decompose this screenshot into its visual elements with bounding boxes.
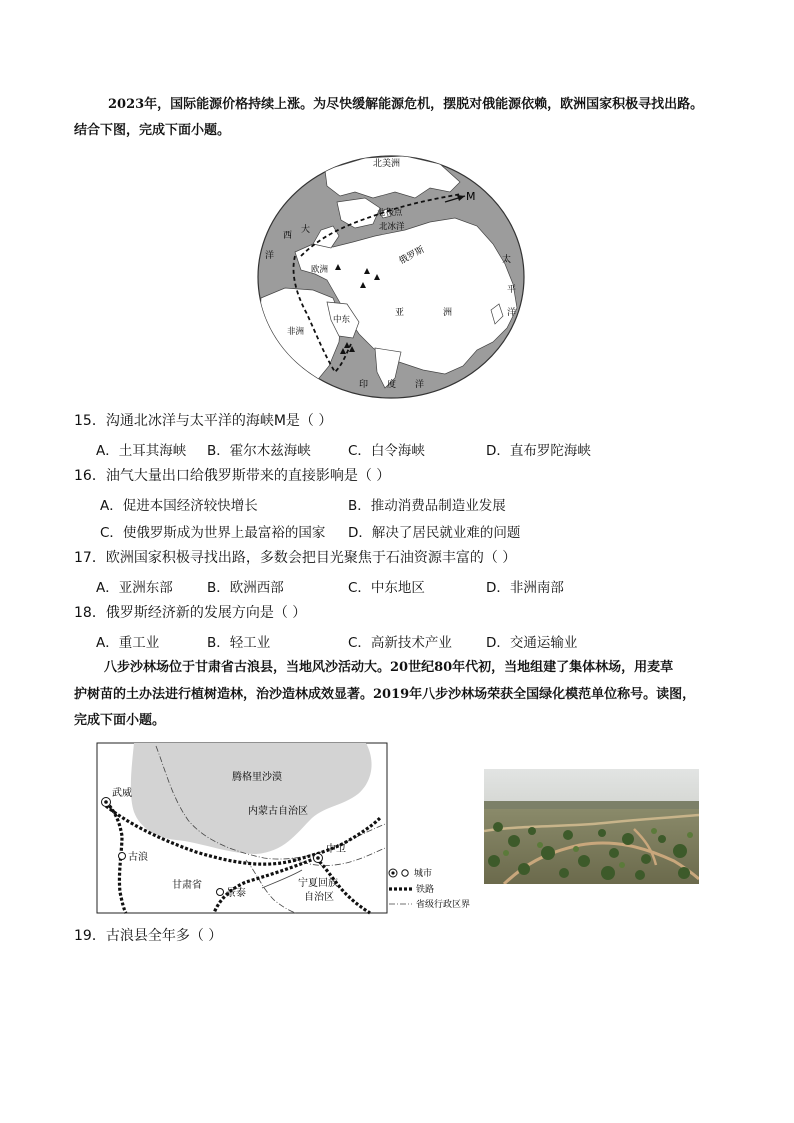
indian-ocean-label-3: 洋	[415, 380, 425, 390]
question-15-option-a[interactable]: A．土耳其海峡	[96, 443, 187, 459]
globe-map	[255, 152, 527, 402]
gansu-label: 甘肃省	[172, 880, 202, 891]
desert-label: 腾格里沙漠	[232, 772, 282, 783]
wuwei-city-dot	[104, 800, 108, 804]
inner-mongolia-label: 内蒙古自治区	[248, 806, 308, 817]
atlantic-label-1: 西	[283, 231, 293, 241]
question-17-option-b[interactable]: B．欧洲西部	[207, 580, 284, 596]
question-16-stem: 16．油气大量出口给俄罗斯带来的直接影响是（ ）	[74, 468, 391, 484]
question-15-option-d[interactable]: D．直布罗陀海峡	[486, 443, 591, 459]
question-17-option-c[interactable]: C．中东地区	[348, 580, 425, 596]
forest-farm-photo	[484, 769, 699, 884]
pacific-label-1: 太	[502, 255, 512, 265]
ningxia-label-2: 自治区	[304, 892, 334, 903]
indian-ocean-label-2: 度	[387, 380, 397, 390]
arctic-ocean-label: 北冰洋	[379, 222, 405, 232]
africa-label: 非洲	[287, 327, 305, 337]
pacific-label-3: 洋	[507, 308, 517, 318]
question-18-option-c[interactable]: C．高新技术产业	[348, 635, 452, 651]
question-19-stem: 19．古浪县全年多（ ）	[74, 928, 223, 944]
legend-boundary-label: 省级行政区界	[416, 900, 471, 910]
m-label: M	[466, 190, 476, 203]
question-18-stem: 18．俄罗斯经济新的发展方向是（ ）	[74, 605, 307, 621]
indian-ocean-label-1: 印	[359, 380, 369, 390]
question-17-stem: 17．欧洲国家积极寻找出路，多数会把目光聚焦于石油资源丰富的（ ）	[74, 550, 517, 566]
pacific-label-2: 平	[507, 285, 517, 295]
question-16-option-c[interactable]: C．使俄罗斯成为世界上最富裕的国家	[100, 525, 326, 541]
north-pole-label: 北极点	[377, 208, 403, 218]
wuwei-label: 武威	[112, 788, 132, 799]
gulang-city-marker	[119, 853, 126, 860]
legend-city-icon-dot	[391, 871, 394, 874]
atlantic-label-3: 洋	[265, 251, 275, 261]
legend-city-label: 城市	[414, 869, 433, 879]
europe-label: 欧洲	[311, 265, 329, 275]
legend-town-icon	[402, 870, 408, 876]
asia-label-1: 亚	[395, 308, 405, 318]
passage-1-line-2: 结合下图，完成下面小题。	[74, 123, 231, 138]
question-18-option-b[interactable]: B．轻工业	[207, 635, 271, 651]
passage-2-line-1: 八步沙林场位于甘肃省古浪县，当地风沙活动大。20世纪80年代初，当地组建了集体林场，用麦草	[104, 660, 674, 675]
russia-label: 俄罗斯	[397, 245, 427, 267]
legend-railway-label: 铁路	[416, 885, 435, 895]
question-17-option-a[interactable]: A．亚洲东部	[96, 580, 173, 596]
passage-2-line-3: 完成下面小题。	[74, 713, 166, 728]
jingtai-city-marker	[217, 889, 224, 896]
question-15-option-b[interactable]: B．霍尔木兹海峡	[207, 443, 311, 459]
question-18-option-d[interactable]: D．交通运输业	[486, 635, 578, 651]
question-15-stem: 15．沟通北冰洋与太平洋的海峡M是（ ）	[74, 413, 333, 429]
middle-east-label: 中东	[333, 315, 351, 325]
region-map	[96, 742, 486, 917]
question-18-option-a[interactable]: A．重工业	[96, 635, 160, 651]
asia-label-2: 洲	[443, 308, 453, 318]
question-16-option-d[interactable]: D．解决了居民就业难的问题	[348, 525, 521, 541]
question-16-option-a[interactable]: A．促进本国经济较快增长	[100, 498, 258, 514]
jingtai-label: 景泰	[226, 888, 246, 899]
question-17-option-d[interactable]: D．非洲南部	[486, 580, 564, 596]
zhongwei-city-dot	[316, 856, 320, 860]
ningxia-label-1: 宁夏回族	[298, 878, 338, 889]
gulang-label: 古浪	[128, 852, 148, 863]
atlantic-label-2: 大	[301, 225, 311, 235]
passage-2-line-2: 护树苗的土办法进行植树造林，治沙造林成效显著。2019年八步沙林场荣获全国绿化模范单位称号。读图，	[74, 687, 696, 702]
zhongwei-label: 中卫	[326, 844, 346, 855]
question-16-option-b[interactable]: B．推动消费品制造业发展	[348, 498, 506, 514]
question-15-option-c[interactable]: C．白令海峡	[348, 443, 425, 459]
passage-1-line-1: 2023年，国际能源价格持续上涨。为尽快缓解能源危机，摆脱对俄能源依赖，欧洲国家积极寻找出路。	[108, 97, 704, 112]
north-america-label: 北美洲	[373, 159, 401, 169]
